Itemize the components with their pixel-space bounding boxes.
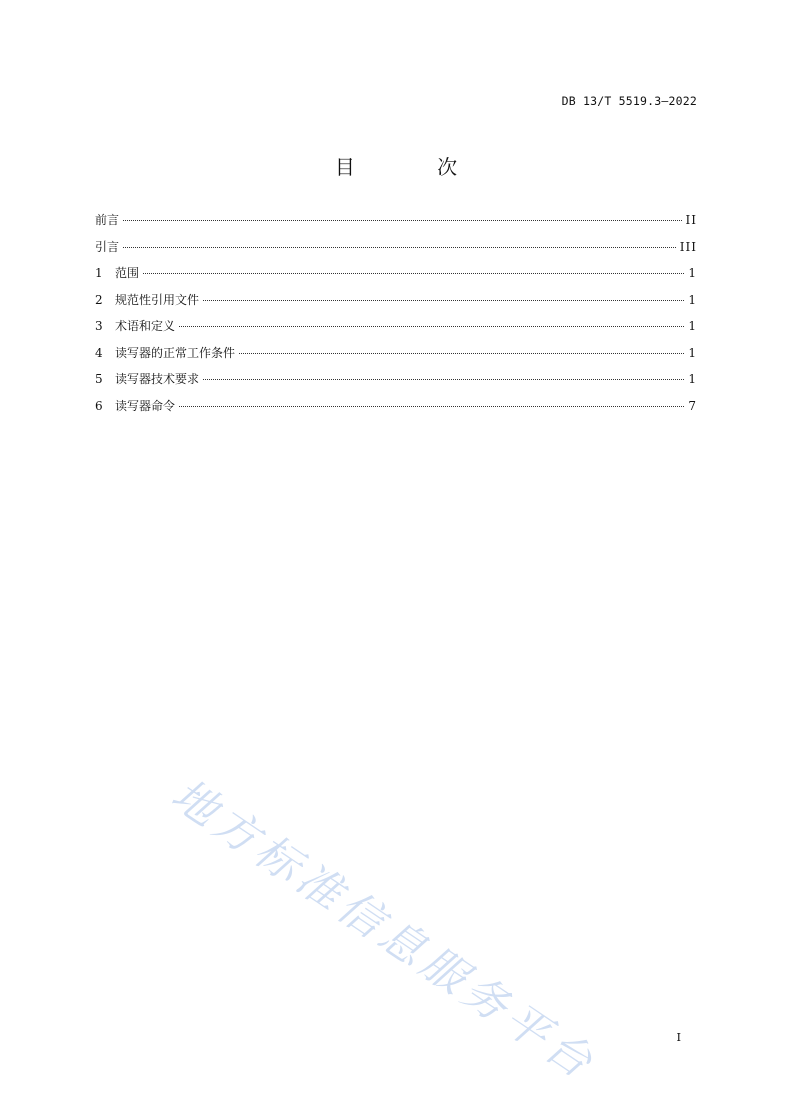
toc-entry-page: 1 xyxy=(688,319,697,333)
toc-entry-page: 1 xyxy=(688,266,697,280)
toc-dot-leader xyxy=(179,326,684,327)
toc-dot-leader xyxy=(143,273,684,274)
toc-entry-introduction[interactable] xyxy=(95,239,697,266)
toc-entry-number: 1 xyxy=(95,266,103,280)
standard-code: DB 13/T 5519.3—2022 xyxy=(561,94,697,108)
page-title: 目 次 xyxy=(334,155,496,179)
page-number: I xyxy=(676,1030,681,1044)
toc-entry-label: 前言 xyxy=(95,213,120,227)
toc-dot-leader xyxy=(203,300,684,301)
toc-dot-leader xyxy=(123,220,682,221)
toc-entry-number: 5 xyxy=(95,372,103,386)
toc-dot-leader xyxy=(203,379,684,380)
toc-entry-label: 读写器的正常工作条件 xyxy=(115,345,236,360)
toc-entry-number: 6 xyxy=(95,398,103,413)
toc-entry-label: 读写器命令 xyxy=(115,398,176,413)
toc-entry-label: 规范性引用文件 xyxy=(115,292,200,307)
toc-entry-number: 4 xyxy=(95,345,103,360)
toc-entry-page: 1 xyxy=(688,292,697,307)
toc-entry-label: 引言 xyxy=(95,239,120,254)
toc-entry-label: 读写器技术要求 xyxy=(115,372,200,386)
toc-entry-scope[interactable] xyxy=(95,265,697,292)
toc-dot-leader xyxy=(239,353,684,354)
table-of-contents xyxy=(95,212,697,424)
toc-dot-leader xyxy=(123,247,676,248)
toc-entry-foreword[interactable] xyxy=(95,212,697,239)
watermark: 地方标准信息服务平台 xyxy=(162,769,606,1091)
toc-entry-technical-requirements[interactable] xyxy=(95,371,697,398)
toc-entry-page: II xyxy=(685,213,697,227)
toc-dot-leader xyxy=(179,406,684,407)
toc-entry-page: 1 xyxy=(688,372,697,386)
toc-entry-terms-definitions[interactable] xyxy=(95,318,697,345)
toc-entry-reader-commands[interactable] xyxy=(95,398,697,425)
toc-entry-number: 3 xyxy=(95,319,103,333)
toc-entry-number: 2 xyxy=(95,292,103,307)
toc-entry-operating-conditions[interactable] xyxy=(95,345,697,372)
toc-entry-label: 术语和定义 xyxy=(115,319,176,333)
toc-entry-label: 范围 xyxy=(115,266,140,280)
toc-entry-page: III xyxy=(679,239,697,254)
toc-entry-normative-references[interactable] xyxy=(95,292,697,319)
toc-entry-page: 7 xyxy=(688,398,697,413)
toc-entry-page: 1 xyxy=(688,345,697,360)
